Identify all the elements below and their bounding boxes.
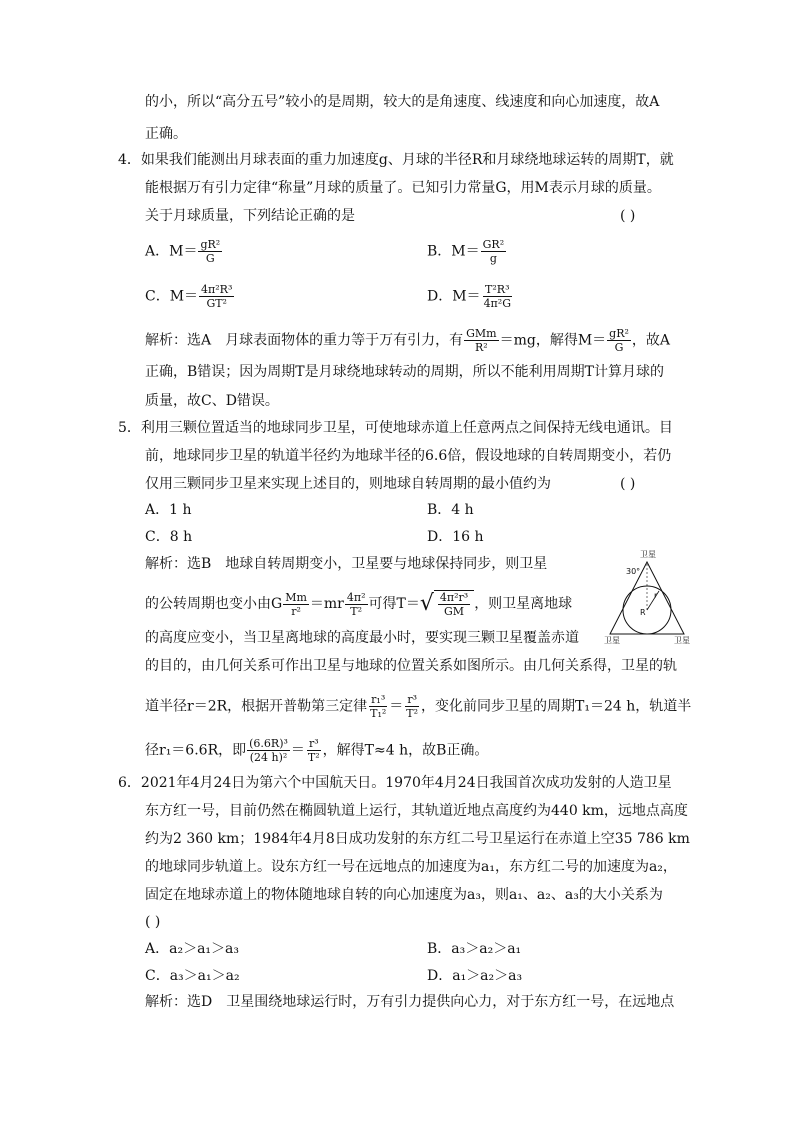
option-c[interactable]: C．a₃＞a₁＞a₂ — [145, 968, 240, 984]
question-4-line: 能根据万有引力定律“称量”月球的质量了。已知引力常量G，用M表示月球的质量。 — [145, 180, 661, 196]
answer-blank: ( ) — [620, 208, 636, 224]
solution-line: 的目的，由几何关系可作出卫星与地球的位置关系如图所示。由几何关系得，卫星的轨 — [145, 658, 677, 674]
option-c[interactable]: C．M＝ $\frac{\text{4π²R³}}{\text{GT²}}$ — [145, 283, 233, 310]
paragraph-line: 正确。 — [145, 126, 187, 142]
option-b[interactable]: B．4 h — [427, 502, 474, 518]
question-6-line: 6．2021年4月24日为第六个中国航天日。1970年4月24日我国首次成功发射的人造卫星 — [118, 775, 672, 791]
solution-line: 质量，故C、D错误。 — [145, 393, 279, 409]
question-6-line: 约为2 360 km；1984年4月8日成功发射的东方红二号卫星运行在赤道上空35 786 km — [145, 831, 690, 847]
satellite-geometry-figure — [604, 548, 690, 644]
fraction: $\frac{\text{gR²}}{G}$ — [200, 238, 221, 265]
fraction: $\frac{\text{(6.6R)³}}{\text{(24 h)²}}$ — [249, 737, 288, 764]
figure-label-left: 卫星 — [604, 636, 620, 644]
question-6-line: 固定在地球赤道上的物体随地球自转的向心加速度为a₃，则a₁、a₂、a₃的大小关系为 — [145, 887, 663, 903]
option-b[interactable]: B．M＝ $\frac{\text{GR²}}{g}$ — [427, 238, 505, 265]
figure-label-R: R — [640, 608, 646, 617]
fraction: $\frac{\text{T²R³}}{\text{4π²G}}$ — [483, 283, 511, 310]
fraction: $\frac{\text{r³}}{\text{T²}}$ — [307, 737, 320, 764]
solution-line: 道半径r＝2R，根据开普勒第三定律 $\frac{\text{r₁³}}{\text{T₁²}}$ ＝ $\frac{\text{r³}}{\text{T²}}$ ，变化前同步卫星的周期T₁＝24 h，轨道半 — [145, 693, 692, 720]
option-c[interactable]: C．8 h — [145, 529, 193, 545]
figure-label-right: 卫星 — [674, 636, 690, 644]
solution-line: 解析：选A 月球表面物体的重力等于万有引力，有 $\frac{\text{GMm}}{\text{R²}}$ ＝mg，解得M＝ $\frac{\text{gR²}}{G}$ ，故A — [145, 327, 671, 354]
question-4-line: 关于月球质量，下列结论正确的是 — [145, 208, 355, 224]
fraction: $\frac{\text{r₁³}}{\text{T₁²}}$ — [370, 693, 387, 720]
option-d[interactable]: D．16 h — [427, 529, 484, 545]
solution-line: 正确，B错误；因为周期T是月球绕地球转动的周期，所以不能利用周期T计算月球的 — [145, 364, 664, 380]
option-a[interactable]: A．1 h — [145, 502, 192, 518]
option-d[interactable]: D．M＝ $\frac{\text{T²R³}}{\text{4π²G}}$ — [427, 283, 511, 310]
answer-blank: ( ) — [145, 914, 161, 930]
figure-label-r: r — [654, 591, 658, 600]
question-6-line: 的地球同步轨道上。设东方红一号在远地点的加速度为a₁，东方红二号的加速度为a₂， — [145, 859, 677, 875]
option-a[interactable]: A．M＝ $\frac{\text{gR²}}{G}$ — [145, 238, 221, 265]
question-5-line: 前，地球同步卫星的轨道半径约为地球半径的6.6倍，假设地球的自转周期变小，若仍 — [145, 448, 672, 464]
option-d[interactable]: D．a₁＞a₂＞a₃ — [427, 968, 523, 984]
option-a[interactable]: A．a₂＞a₁＞a₃ — [145, 941, 239, 957]
solution-line: 解析：选B 地球自转周期变小，卫星要与地球保持同步，则卫星 — [145, 556, 548, 572]
fraction: $\frac{\text{r³}}{\text{T²}}$ — [406, 693, 419, 720]
solution-line: 的高度应变小，当卫星离地球的高度最小时，要实现三颗卫星覆盖赤道 — [145, 630, 579, 646]
fraction: $\frac{\text{GR²}}{g}$ — [482, 238, 505, 265]
solution-line: 的公转周期也变小由G $\frac{Mm}{\text{r²}}$ ＝mr $\frac{\text{4π²}}{\text{T²}}$ 可得T＝ √ $\frac{\text{4π²r³}}{GM}$ ，则卫星离地球 — [145, 590, 573, 618]
fraction: $\frac{\text{GMm}}{\text{R²}}$ — [466, 327, 497, 354]
figure-label-top: 卫星 — [640, 550, 656, 559]
question-5-line: 5．利用三颗位置适当的地球同步卫星，可使地球赤道上任意两点之间保持无线电通讯。目 — [118, 420, 673, 436]
fraction: $\frac{\text{gR²}}{G}$ — [609, 327, 629, 354]
question-6-line: 东方红一号，目前仍然在椭圆轨道上运行，其轨道近地点高度约为440 km，远地点高度 — [145, 803, 688, 819]
solution-line: 解析：选D 卫星围绕地球运行时，万有引力提供向心力，对于东方红一号，在远地点 — [145, 994, 675, 1010]
solution-line: 径r₁＝6.6R，即 $\frac{\text{(6.6R)³}}{\text{(24 h)²}}$ ＝ $\frac{\text{r³}}{\text{T²}}$ ，解得T≈4 h，故B正确。 — [145, 737, 489, 764]
fraction: $\frac{\text{4π²}}{\text{T²}}$ — [346, 590, 366, 618]
option-b[interactable]: B．a₃＞a₂＞a₁ — [427, 941, 522, 957]
question-5-line: 仅用三颗同步卫星来实现上述目的，则地球自转周期的最小值约为 — [145, 476, 551, 492]
figure-label-angle: 30° — [626, 567, 641, 576]
square-root: √ $\frac{\text{4π²r³}}{GM}$ — [420, 590, 474, 618]
answer-blank: ( ) — [620, 476, 636, 492]
fraction: $\frac{\text{4π²R³}}{\text{GT²}}$ — [201, 283, 233, 310]
question-4-line: 4．如果我们能测出月球表面的重力加速度g、月球的半径R和月球绕地球运转的周期T，就 — [118, 152, 674, 168]
paragraph-line: 的小，所以“高分五号”较小的是周期，较大的是角速度、线速度和向心加速度，故A — [145, 94, 660, 110]
fraction: $\frac{Mm}{\text{r²}}$ — [285, 590, 307, 618]
